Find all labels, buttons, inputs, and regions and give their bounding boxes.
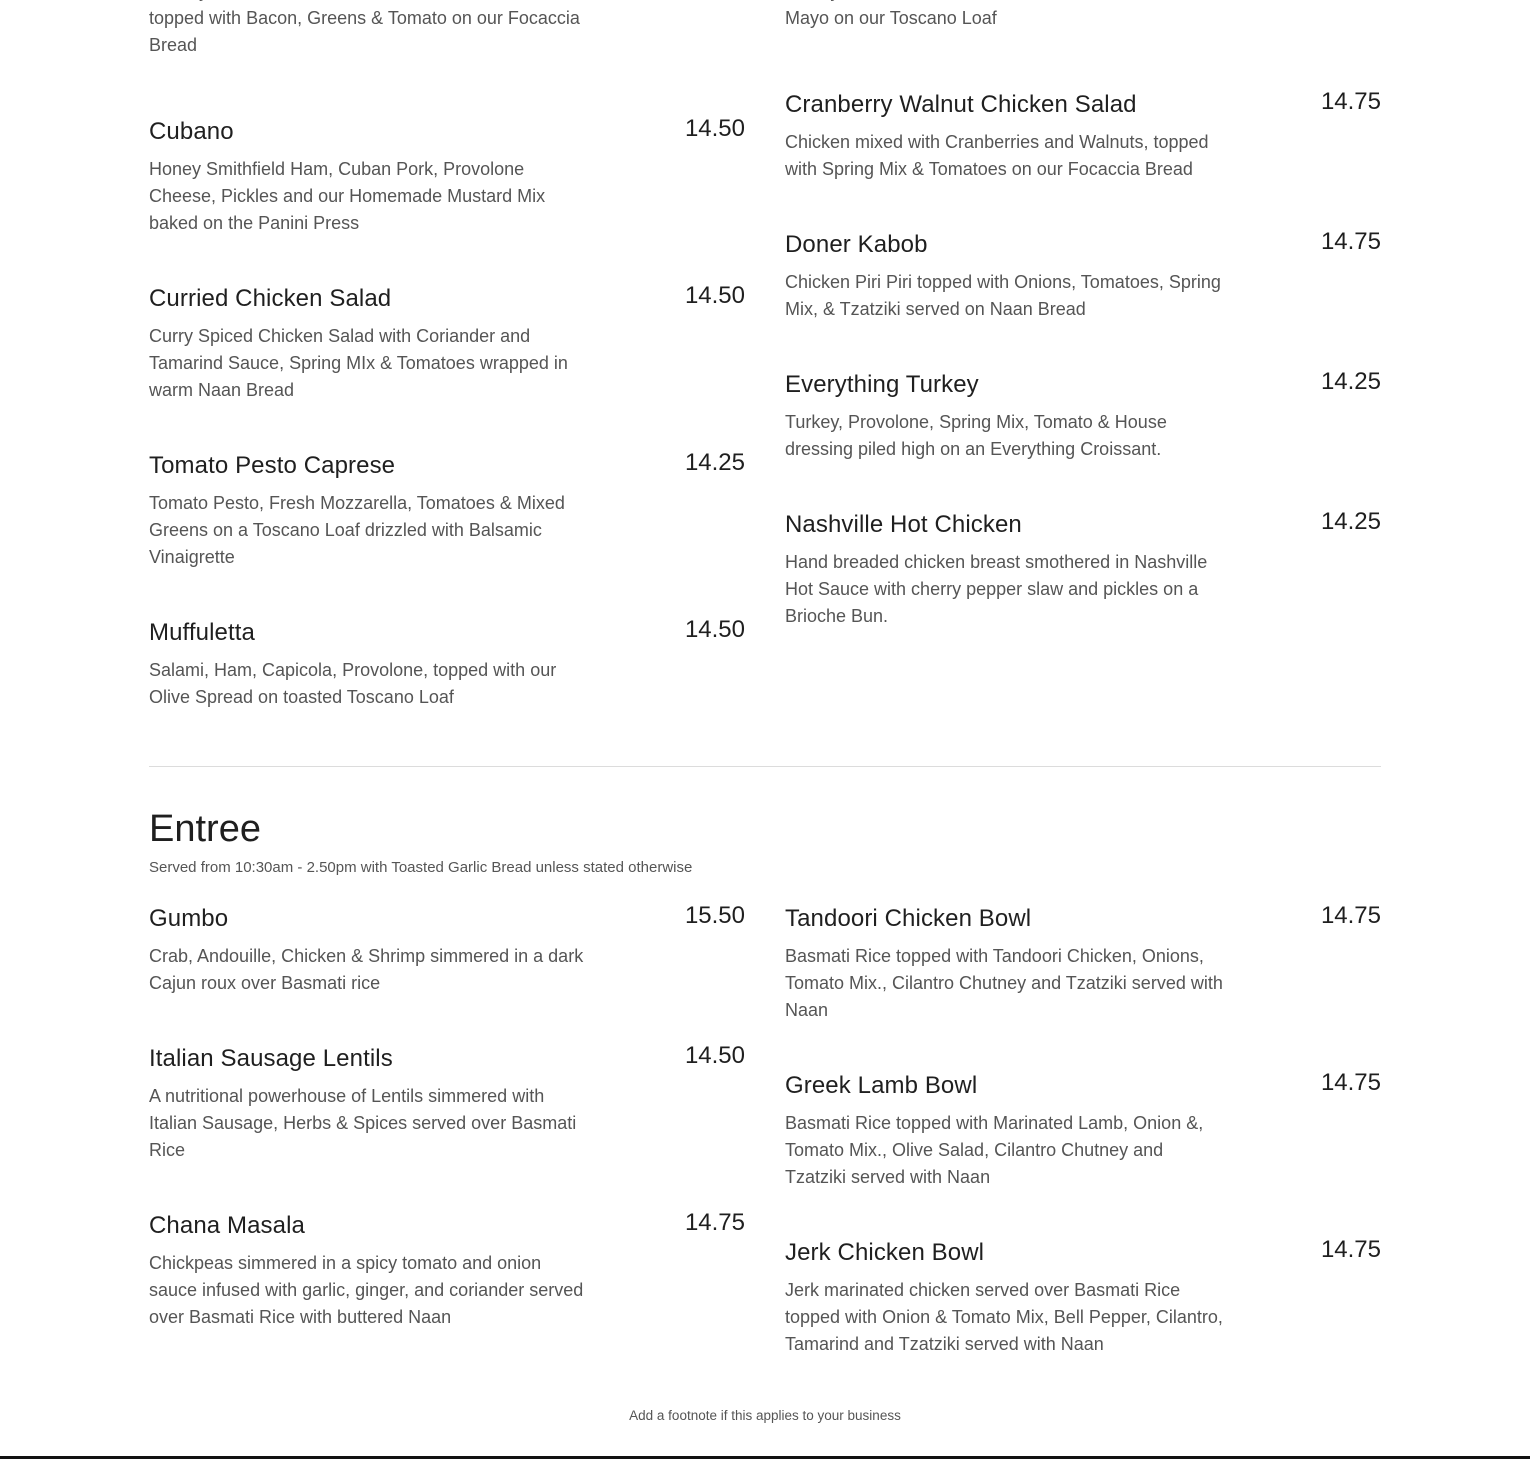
item-price: 14.75 [1320,902,1381,929]
item-price: 14.25 [1320,368,1381,395]
item-description: Salami, Ham, Capicola, Provolone, topped with our Olive Spread on toasted Toscano Loaf [149,660,557,707]
item-price: 14.50 [684,1042,745,1069]
item-price: 14.25 [1320,508,1381,535]
menu-item [785,90,1381,183]
item-description: Chicken mixed with Cranberries and Walnuts, topped with Spring Mix & Tomatoes on our Focaccia Bread [785,132,1209,179]
item-name: Cubano [149,118,234,145]
item-description: Crab, Andouille, Chicken & Shrimp simmered in a dark Cajun roux over Basmati rice [149,946,584,993]
item-description: Mayo on our Toscano Loaf [785,8,997,28]
item-name: Curried Chicken Salad [149,285,392,312]
footnote: Add a footnote if this applies to your business [629,1408,901,1423]
section-title: Entree [149,808,261,850]
menu-item-clipped-left [149,0,589,59]
item-price: 14.50 [684,616,745,643]
item-price: 14.75 [1320,228,1381,255]
item-price: 14.75 [1320,1069,1381,1096]
item-price: 14.25 [684,449,745,476]
item-name: Muffuletta [149,619,255,646]
menu-item [785,230,1381,323]
item-description: Chicken Piri Piri topped with Onions, Tomatoes, Spring Mix, & Tzatziki served on Naan Bread [785,272,1221,319]
menu-item [149,1044,745,1164]
menu-item [785,370,1381,463]
menu-item [149,904,745,997]
item-price: 14.50 [684,115,745,142]
item-name: Everything Turkey [785,371,979,398]
menu-item [149,451,745,571]
item-description: topped with Bacon, Greens & Tomato on our Focaccia Bread [149,8,580,55]
item-description: Hand breaded chicken breast smothered in Nashville Hot Sauce with cherry pepper slaw and pickles on a Brioche Bun. [785,552,1208,626]
menu-item [785,1071,1381,1191]
item-description: Basmati Rice topped with Tandoori Chicken, Onions, Tomato Mix., Cilantro Chutney and Tzatziki served with Naan [785,946,1223,1020]
menu-item-clipped-right [785,0,1225,32]
item-name: Italian Sausage Lentils [149,1045,393,1072]
item-description: Tomato Pesto, Fresh Mozzarella, Tomatoes & Mixed Greens on a Toscano Loaf drizzled with Balsamic Vinaigrette [149,493,565,567]
menu-item [149,284,745,404]
menu-item [785,904,1381,1024]
section-subtitle: Served from 10:30am - 2.50pm with Toasted Garlic Bread unless stated otherwise [149,859,693,876]
menu-item [149,1211,745,1331]
menu-item [785,510,1381,630]
item-name: Chana Masala [149,1212,305,1239]
item-description: A nutritional powerhouse of Lentils simmered with Italian Sausage, Herbs & Spices served over Basmati Rice [149,1086,577,1160]
item-description: Jerk marinated chicken served over Basmati Rice topped with Onion & Tomato Mix, Bell Pepper, Cilantro, Tamarind and Tzatziki served with Naan [785,1280,1223,1354]
item-name: Tomato Pesto Caprese [149,452,396,479]
menu-item [149,117,745,237]
item-name: Greek Lamb Bowl [785,1072,978,1099]
section-divider [149,766,1381,767]
item-name: Nashville Hot Chicken [785,511,1022,538]
item-description: Turkey, Provolone, Spring Mix, Tomato & House dressing piled high on an Everything Croissant. [785,412,1167,459]
item-name: Jerk Chicken Bowl [785,1239,985,1266]
item-description: Curry Spiced Chicken Salad with Coriander and Tamarind Sauce, Spring MIx & Tomatoes wrapped in warm Naan Bread [149,326,568,400]
item-name: Tandoori Chicken Bowl [785,905,1032,932]
item-description: Basmati Rice topped with Marinated Lamb, Onion &, Tomato Mix., Olive Salad, Cilantro Chutney and Tzatziki served with Naan [785,1113,1204,1187]
item-name: Gumbo [149,905,229,932]
item-name: Doner Kabob [785,231,928,258]
menu-item [149,618,745,711]
item-description: Chickpeas simmered in a spicy tomato and onion sauce infused with garlic, ginger, and coriander served over Basmati Rice with buttered Naan [149,1253,584,1327]
item-description: Honey Smithfield Ham, Cuban Pork, Provolone Cheese, Pickles and our Homemade Mustard Mix baked on the Panini Press [149,159,546,233]
item-price: 14.75 [1320,1236,1381,1263]
item-price: 14.75 [684,1209,745,1236]
item-name: Cranberry Walnut Chicken Salad [785,91,1137,118]
menu-item [785,1238,1381,1358]
item-price: 14.75 [1320,88,1381,115]
item-price: 15.50 [684,902,745,929]
item-price: 14.50 [684,282,745,309]
